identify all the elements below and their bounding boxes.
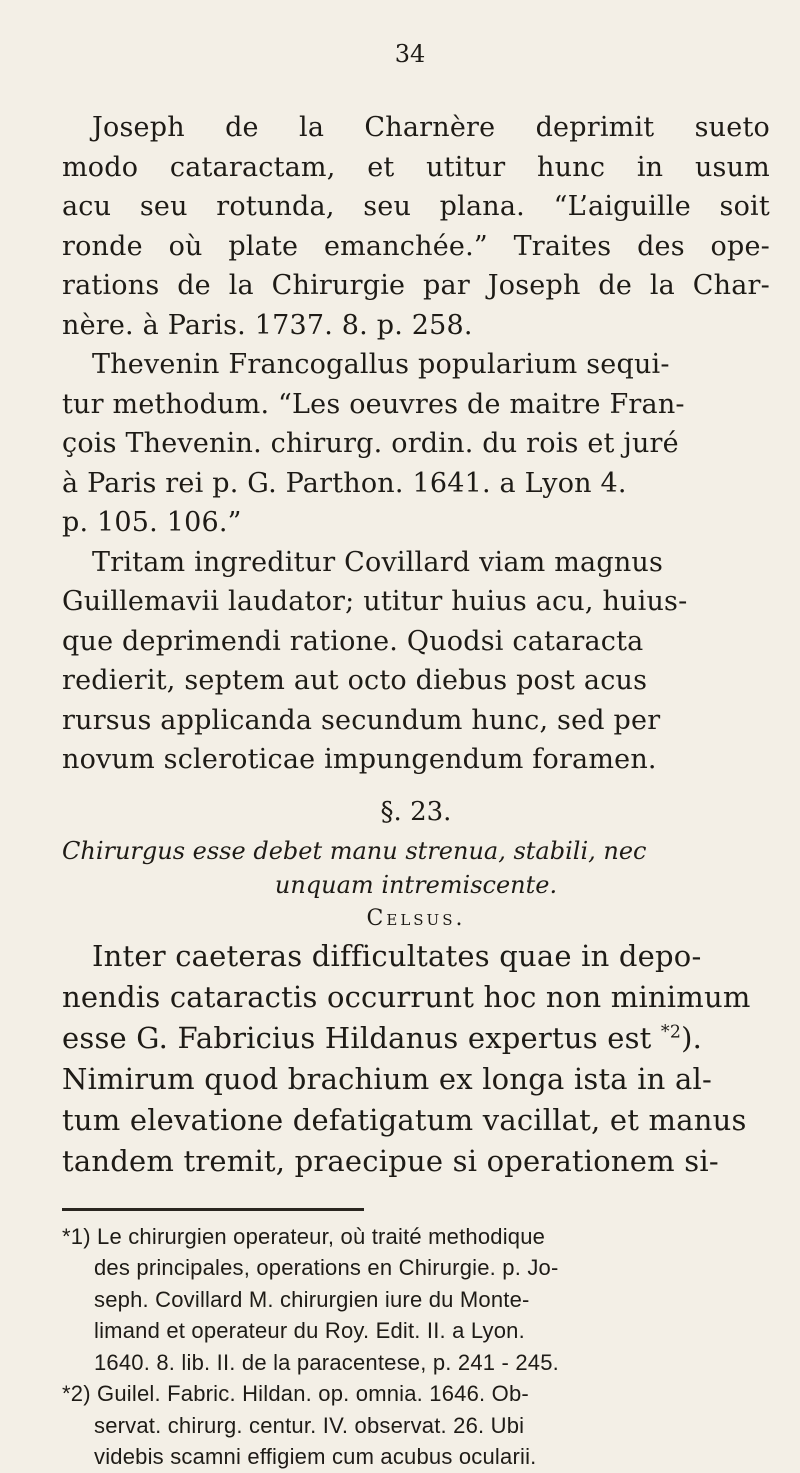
text-line [62, 266, 770, 306]
footnote-line: servat. chirurg. centur. IV. observat. 26. Ubi [94, 1412, 525, 1438]
main-text [62, 108, 770, 1473]
text-line: redierit, septem aut octo diebus post acus [62, 665, 648, 696]
word: Charnère [364, 112, 496, 143]
word: et [367, 151, 395, 183]
word: plana. [439, 191, 525, 222]
word: hunc [537, 151, 606, 183]
text-line: tandem tremit, praecipue si operationem si- [62, 1143, 719, 1178]
paragraph-fabricius [62, 936, 770, 1182]
text-line: rursus applicanda secundum hunc, sed per [62, 704, 661, 736]
motto-line: Chirurgus esse debet manu strenua, stabili, nec [62, 836, 647, 865]
word: par [423, 270, 470, 301]
word: Chirurgie [271, 270, 406, 301]
word: où [168, 230, 203, 262]
word: seu [363, 191, 412, 222]
word: de [225, 112, 259, 143]
word: la [299, 112, 325, 143]
footnote-line: 1640. 8. lib. II. de la paracentese, p. 241 - 245. [94, 1349, 559, 1375]
word: ope- [710, 230, 770, 262]
word: seu [139, 191, 188, 222]
paragraph-covillard [62, 543, 770, 780]
word: soit [719, 191, 770, 222]
section-heading: §. 23. [380, 796, 452, 827]
paragraph-charnere [62, 108, 770, 345]
text-line [62, 227, 770, 267]
footnote-line: videbis scamni effigiem cum acubus ocularii. [94, 1444, 537, 1469]
word: rations [62, 270, 160, 301]
word: sueto [694, 112, 770, 143]
text-line: que deprimendi ratione. Quodsi cataracta [62, 625, 644, 657]
text-line: Tritam ingreditur Covillard viam magnus [92, 546, 664, 578]
text-line [62, 148, 770, 188]
word: des [637, 230, 685, 262]
footnote-line [62, 1221, 770, 1253]
word: modo [62, 151, 139, 183]
motto-line: unquam intremiscente. [274, 870, 558, 899]
text-line [62, 1018, 770, 1059]
word: emanchée.” [323, 230, 488, 262]
footnote-line [62, 1378, 770, 1410]
word: de [177, 270, 211, 301]
text-span: ). [681, 1020, 703, 1055]
text-line: novum scleroticae impungendum foramen. [62, 744, 657, 775]
footnote-mark: *2) [62, 1381, 91, 1406]
word: Char- [692, 270, 770, 301]
footnote-line: seph. Covillard M. chirurgien iure du Monte- [94, 1286, 530, 1312]
word: cataractam, [169, 151, 336, 183]
text-line: tur methodum. “Les oeuvres de maitre Fran- [62, 388, 685, 420]
word: la [649, 270, 675, 301]
footnotes [62, 1221, 770, 1473]
page-number: 34 [394, 40, 426, 68]
word: plate [228, 230, 299, 262]
text-line [62, 108, 770, 148]
word: Joseph [92, 112, 185, 143]
word: acu [62, 191, 112, 222]
text-line: p. 105. 106.” [62, 507, 242, 538]
text-line: Guillemavii laudator; utitur huius acu, huius- [62, 586, 688, 617]
text-line: Nimirum quod brachium ex longa ista in al- [62, 1061, 712, 1096]
word: la [228, 270, 254, 301]
text-span: esse G. Fabricius Hildanus expertus est [62, 1020, 652, 1055]
footnote-ref: *2 [660, 1021, 682, 1042]
word: usum [694, 151, 770, 183]
word: de [598, 270, 633, 301]
word: Joseph [487, 270, 581, 301]
text-line: Inter caeteras difficultates quae in depo- [92, 938, 702, 973]
word: Traites [513, 230, 612, 262]
word: deprimit [535, 112, 655, 143]
word: rotunda, [216, 191, 335, 222]
text-line: nère. à Paris. 1737. 8. p. 258. [62, 309, 473, 341]
text-line [62, 187, 770, 227]
text-line: tum elevatione defatigatum vacillat, et manus [62, 1102, 747, 1137]
text-line: çois Thevenin. chirurg. ordin. du rois et juré [62, 428, 679, 459]
word: “L’aiguille [553, 191, 691, 222]
word: in [636, 151, 664, 183]
footnote-line: des principales, operations en Chirurgie. p. Jo- [94, 1255, 559, 1280]
motto-attribution: Celsus. [366, 905, 466, 931]
text-span: Guilel. Fabric. Hildan. op. omnia. 1646. Ob- [97, 1381, 529, 1406]
word: utitur [426, 151, 506, 183]
footnote-divider [62, 1208, 364, 1211]
text-line: à Paris rei p. G. Parthon. 1641. a Lyon 4. [62, 467, 627, 499]
text-line: Thevenin Francogallus popularium sequi- [92, 349, 670, 380]
text-line: nendis cataractis occurrunt hoc non minimum [62, 979, 751, 1014]
footnote-line: limand et operateur du Roy. Edit. II. a Lyon. [94, 1318, 525, 1343]
footnote-mark: *1) [62, 1223, 91, 1249]
paragraph-thevenin [62, 345, 770, 543]
word: ronde [62, 230, 143, 262]
text-span: Le chirurgien operateur, où traité methodique [97, 1223, 546, 1249]
